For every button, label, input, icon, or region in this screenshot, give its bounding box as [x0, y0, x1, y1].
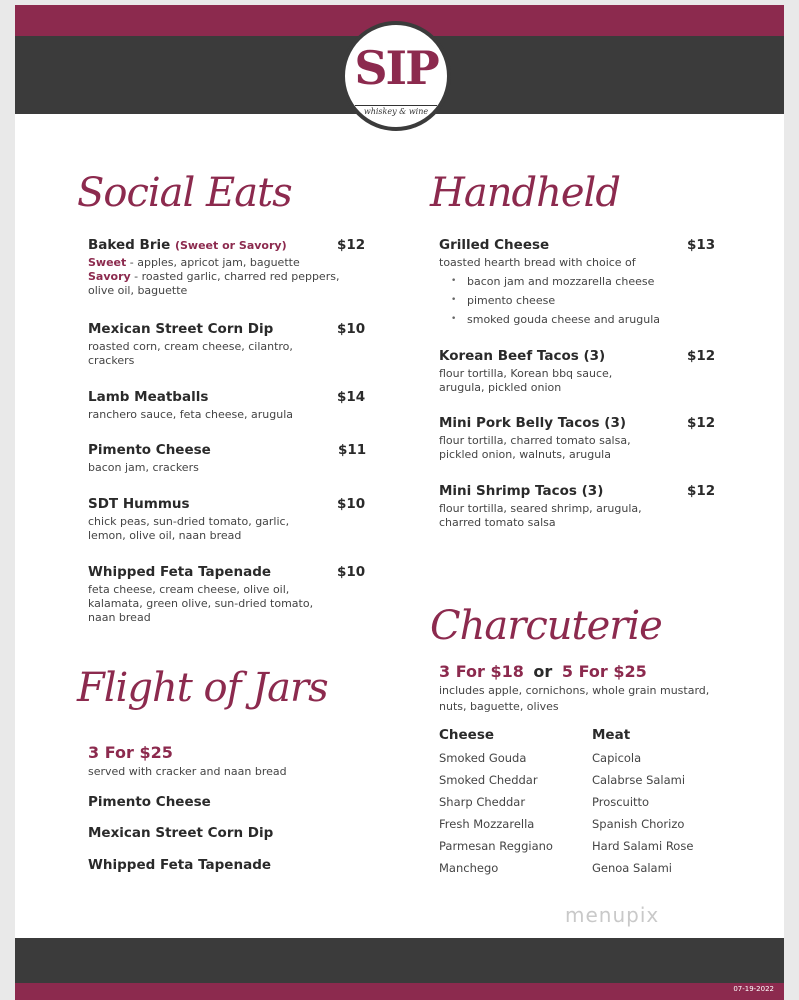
- item-name: Baked Brie: [88, 237, 171, 253]
- menu-page: [15, 5, 784, 1000]
- item-name: Lamb Meatballs: [88, 389, 209, 405]
- meat-item: Capicola: [592, 751, 642, 765]
- item-name: Grilled Cheese: [439, 237, 550, 253]
- flight-promo: 3 For $25: [88, 743, 173, 762]
- sweet-label: Sweet: [88, 256, 127, 269]
- menu-item-sdt-hummus: [88, 496, 366, 543]
- item-desc: kalamata, green olive, sun-dried tomato,: [88, 597, 314, 610]
- menu-item-lamb-meatballs: [88, 389, 366, 422]
- footer-date: 07-19-2022: [733, 985, 774, 993]
- item-name: Mexican Street Corn Dip: [88, 321, 274, 337]
- item-price: $12: [687, 483, 716, 499]
- handheld-title: Handheld: [430, 170, 620, 216]
- item-price: $14: [337, 389, 366, 405]
- logo-subtitle: whiskey & wine: [355, 105, 437, 116]
- desc-line: nuts, baguette, olives: [439, 700, 559, 713]
- item-price: $10: [337, 321, 366, 337]
- item-note: (Sweet or Savory): [174, 239, 287, 252]
- charcuterie-title: Charcuterie: [430, 603, 662, 649]
- option-item: • bacon jam and mozzarella cheese: [439, 272, 719, 291]
- charcuterie-promo: [439, 662, 647, 681]
- cheese-item: Sharp Cheddar: [439, 795, 526, 809]
- item-desc: naan bread: [88, 611, 151, 624]
- menu-item-grilled-cheese: [439, 237, 719, 329]
- item-desc: charred tomato salsa: [439, 516, 556, 529]
- cheese-item: Fresh Mozzarella: [439, 817, 535, 831]
- meat-heading: Meat: [592, 727, 631, 743]
- flight-item: Whipped Feta Tapenade: [88, 857, 272, 873]
- item-name: Whipped Feta Tapenade: [88, 564, 272, 580]
- menu-item-korean-beef-tacos: [439, 348, 719, 395]
- item-price: $13: [687, 237, 716, 253]
- flight-item: Mexican Street Corn Dip: [88, 825, 274, 841]
- cheese-item: Smoked Gouda: [439, 751, 527, 765]
- item-desc: flour tortilla, charred tomato salsa,: [439, 434, 631, 447]
- item-name: SDT Hummus: [88, 496, 190, 512]
- item-name: Korean Beef Tacos (3): [439, 348, 606, 364]
- desc-line: includes apple, cornichons, whole grain mustard,: [439, 684, 710, 697]
- savory-label: Savory: [88, 270, 131, 283]
- flight-item: Pimento Cheese: [88, 794, 211, 810]
- savory-desc: - roasted garlic, charred red peppers,: [130, 270, 340, 283]
- promo-a: 3 For $18: [439, 662, 524, 681]
- item-desc: flour tortilla, Korean bbq sauce,: [439, 367, 613, 380]
- item-price: $10: [337, 496, 366, 512]
- logo-text: SIP: [354, 41, 438, 95]
- meat-item: Proscuitto: [592, 795, 650, 809]
- cheese-item: Parmesan Reggiano: [439, 839, 553, 853]
- meat-item: Spanish Chorizo: [592, 817, 685, 831]
- item-price: $12: [687, 415, 716, 431]
- social-eats-title: Social Eats: [77, 170, 292, 216]
- option-item: • smoked gouda cheese and arugula: [439, 310, 719, 329]
- item-desc: arugula, pickled onion: [439, 381, 562, 394]
- item-desc: flour tortilla, seared shrimp, arugula,: [439, 502, 642, 515]
- item-price: $11: [338, 442, 367, 458]
- item-desc: feta cheese, cream cheese, olive oil,: [88, 583, 290, 596]
- promo-or: or: [533, 662, 553, 681]
- meat-item: Calabrse Salami: [592, 773, 686, 787]
- cheese-item: Smoked Cheddar: [439, 773, 538, 787]
- sip-logo: [341, 21, 451, 131]
- item-desc: roasted corn, cream cheese, cilantro,: [88, 340, 293, 353]
- item-desc: lemon, olive oil, naan bread: [88, 529, 242, 542]
- item-desc: crackers: [88, 354, 135, 367]
- item-desc: olive oil, baguette: [88, 284, 188, 297]
- item-name: Mini Pork Belly Tacos (3): [439, 415, 627, 431]
- sweet-desc: - apples, apricot jam, baguette: [126, 256, 300, 269]
- flight-of-jars-title: Flight of Jars: [77, 665, 328, 711]
- item-desc: chick peas, sun-dried tomato, garlic,: [88, 515, 290, 528]
- watermark: menupix: [565, 903, 660, 927]
- menu-item-corn-dip: [88, 321, 366, 368]
- charcuterie-desc: [439, 683, 709, 715]
- item-name: Mini Shrimp Tacos (3): [439, 483, 604, 499]
- item-name: Pimento Cheese: [88, 442, 211, 458]
- menu-item-whipped-feta: [88, 564, 366, 625]
- menu-item-pork-belly-tacos: [439, 415, 719, 462]
- menu-item-pimento-cheese: [88, 442, 367, 475]
- promo-b: 5 For $25: [561, 662, 647, 681]
- menu-item-shrimp-tacos: [439, 483, 719, 530]
- flight-desc: served with cracker and naan bread: [88, 765, 287, 778]
- menu-item-baked-brie: [88, 237, 366, 298]
- cheese-item: Manchego: [439, 861, 499, 875]
- item-desc: bacon jam, crackers: [88, 461, 199, 474]
- bottom-maroon-band: [15, 983, 784, 1000]
- meat-item: Hard Salami Rose: [592, 839, 694, 853]
- item-price: $10: [337, 564, 366, 580]
- item-desc: ranchero sauce, feta cheese, arugula: [88, 408, 294, 421]
- item-price: $12: [687, 348, 716, 364]
- meat-item: Genoa Salami: [592, 861, 673, 875]
- option-list: [439, 272, 719, 329]
- cheese-heading: Cheese: [439, 727, 495, 743]
- item-price: $12: [337, 237, 366, 253]
- option-item: • pimento cheese: [439, 291, 719, 310]
- item-desc: pickled onion, walnuts, arugula: [439, 448, 611, 461]
- item-desc: toasted hearth bread with choice of: [439, 256, 636, 269]
- bottom-gray-band: [15, 938, 784, 983]
